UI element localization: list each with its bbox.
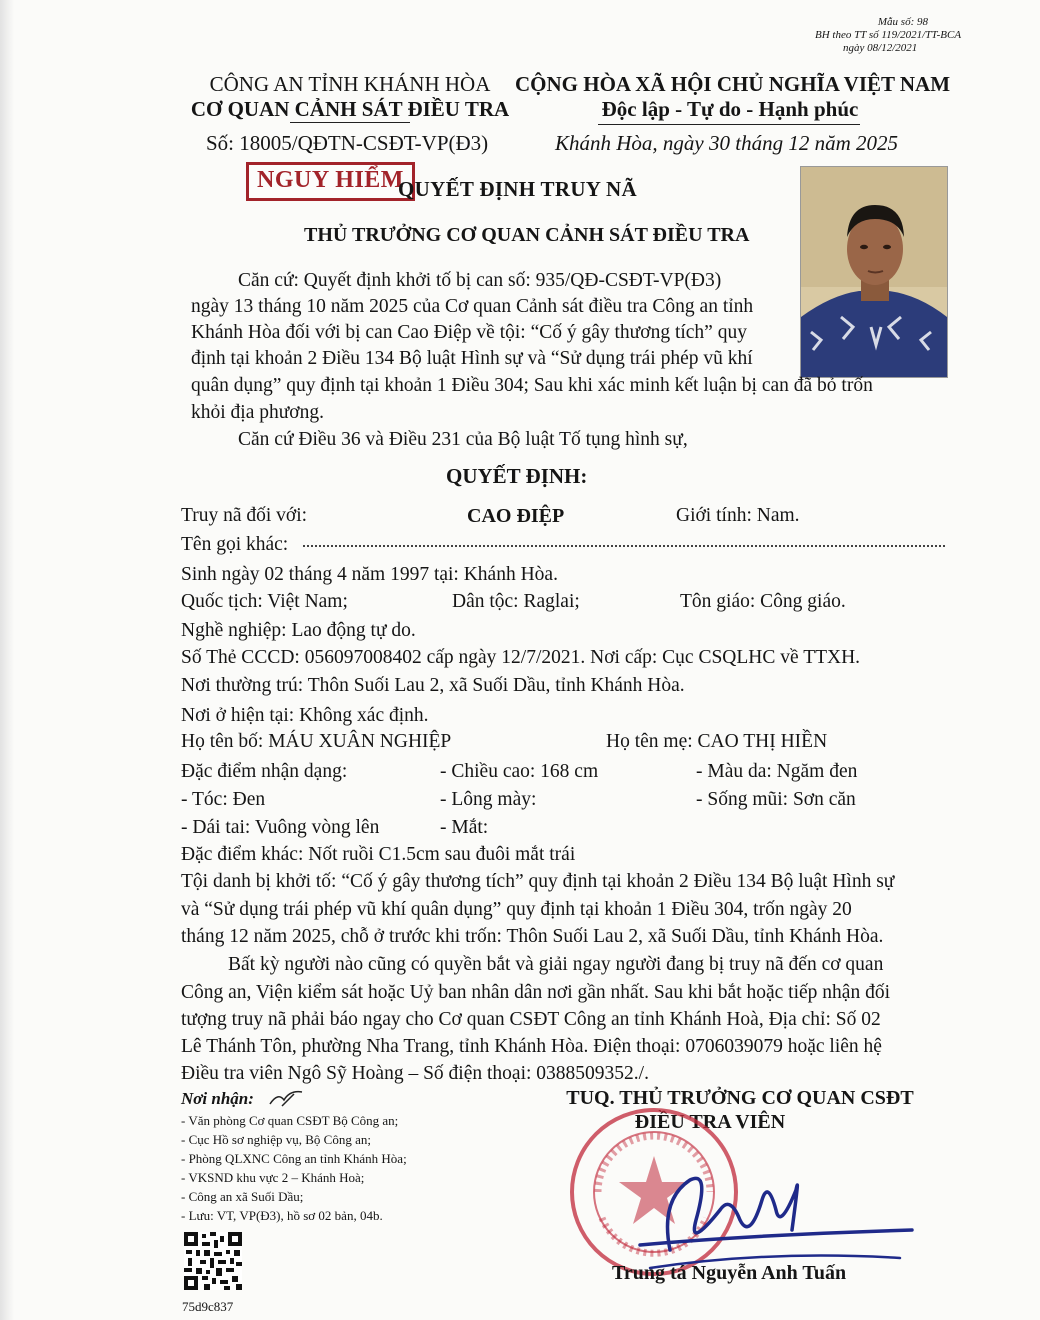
feature-other: Đặc điểm khác: Nốt ruồi C1.5cm sau đuôi mắt trái [181,844,576,865]
basis-line-3: Khánh Hòa đối với bị can Cao Điệp về tội: “Cố ý gây thương tích” quy [191,322,747,343]
father-name: Họ tên bố: MÁU XUÂN NGHIỆP [181,731,452,752]
form-code-line-3: ngày 08/12/2021 [843,42,918,54]
religion: Tôn giáo: Công giáo. [680,591,846,612]
permanent-address: Nơi thường trú: Thôn Suối Lau 2, xã Suối Dầu, tỉnh Khánh Hòa. [181,675,685,696]
signature-role: ĐIỀU TRA VIÊN [634,1111,786,1133]
ethnicity: Dân tộc: Raglai; [452,591,580,612]
signature-on-behalf: TUQ. THỦ TRƯỞNG CƠ QUAN CSĐT [566,1087,914,1109]
birth-info: Sinh ngày 02 tháng 4 năm 1997 tại: Khánh Hòa. [181,564,558,585]
mother-name: Họ tên mẹ: CAO THỊ HIỀN [606,731,828,752]
alias-dotted-line [302,545,945,547]
recipient-item: - Cục Hồ sơ nghiệp vụ, Bộ Công an; [181,1132,371,1147]
recipient-item: - Công an xã Suối Dầu; [181,1189,304,1204]
feature-skin: - Màu da: Ngăm đen [696,761,858,782]
basis-line-7: Căn cứ Điều 36 và Điều 231 của Bộ luật Tố tụng hình sự, [238,429,688,450]
basis-line-5: quân dụng” quy định tại khoản 1 Điều 304; Sau khi xác minh kết luận bị can đã bỏ trốn [191,375,873,396]
charges-line-3: tháng 12 năm 2025, chỗ ở trước khi trốn: Thôn Suối Lau 2, xã Suối Dầu, tỉnh Khánh Hòa. [181,926,884,947]
feature-eyes: - Mắt: [440,817,489,838]
gender: Giới tính: Nam. [676,505,800,526]
id-card: Số Thẻ CCCD: 056097008402 cấp ngày 12/7/2021. Nơi cấp: Cục CSQLHC về TTXH. [181,647,861,668]
document-code: 75d9c837 [182,1299,234,1314]
wanted-label: Truy nã đối với: [181,505,308,526]
national-motto: Độc lập - Tự do - Hạnh phúc [601,97,859,121]
recipient-item: - Phòng QLXNC Công an tỉnh Khánh Hòa; [181,1151,407,1166]
recipient-item: - Văn phòng Cơ quan CSĐT Bộ Công an; [181,1113,399,1128]
agency-name: CÔNG AN TỈNH KHÁNH HÒA [209,72,491,96]
alias-label: Tên gọi khác: [181,534,289,555]
feature-eyebrows: - Lông mày: [440,789,537,810]
recipients-label: Nơi nhận: [181,1089,254,1108]
decision-heading: QUYẾT ĐỊNH: [446,464,588,488]
form-code-line-1: Mẫu số: 98 [877,16,928,28]
handwritten-mark-icon [268,1088,304,1108]
current-address: Nơi ở hiện tại: Không xác định. [181,705,429,726]
qr-code-icon [184,1232,242,1290]
basis-line-4: định tại khoản 2 Điều 134 Bộ luật Hình sự và “Sử dụng trái phép vũ khí [191,348,753,369]
recipients-list [181,1111,407,1225]
charges-line-1: Tội danh bị khởi tố: “Cố ý gây thương tích” quy định tại khoản 2 Điều 134 Bộ luật Hình sự [181,871,895,892]
handwritten-signature-icon [600,1140,920,1280]
header-right-underline [598,124,860,125]
occupation: Nghề nghiệp: Lao động tự do. [181,620,416,641]
recipient-item: - Lưu: VT, VP(Đ3), hồ sơ 02 bản, 04b. [181,1208,383,1223]
document-title: QUYẾT ĐỊNH TRUY NÃ [398,177,637,201]
form-code-line-2: BH theo TT số 119/2021/TT-BCA [815,29,962,41]
notice-line-5: Điều tra viên Ngô Sỹ Hoàng – Số điện thoại: 0388509352./. [181,1063,649,1084]
nationality: Quốc tịch: Việt Nam; [181,591,348,612]
place-date: Khánh Hòa, ngày 30 tháng 12 năm 2025 [555,131,898,155]
notice-line-3: tượng truy nã phải báo ngay cho Cơ quan CSĐT Công an tỉnh Khánh Hoà, Địa chỉ: Số 02 [181,1009,881,1030]
charges-line-2: và “Sử dụng trái phép vũ khí quân dụng” quy định tại khoản 1 Điều 304, trốn ngày 20 [181,899,852,920]
signer-name: Trung tá Nguyễn Anh Tuấn [612,1262,847,1284]
header-left-underline [290,122,410,123]
feature-ears: - Dái tai: Vuông vòng lên [181,817,380,838]
notice-line-2: Công an, Viện kiểm sát hoặc Uỷ ban nhân dân nơi gần nhất. Sau khi bắt hoặc tiếp nhận đối [181,982,890,1003]
danger-stamp: NGUY HIỂM [246,162,415,201]
feature-height: - Chiều cao: 168 cm [440,761,599,782]
basis-line-1: Căn cứ: Quyết định khởi tố bị can số: 935/QĐ-CSĐT-VP(Đ3) [238,270,722,291]
wanted-name: CAO ĐIỆP [467,505,565,527]
issuer-title: THỦ TRƯỞNG CƠ QUAN CẢNH SÁT ĐIỀU TRA [304,224,750,246]
basis-line-2: ngày 13 tháng 10 năm 2025 của Cơ quan Cảnh sát điều tra Công an tỉnh [191,296,754,317]
department-name: CƠ QUAN CẢNH SÁT ĐIỀU TRA [190,97,510,121]
notice-line-4: Lê Thánh Tôn, phường Nha Trang, tỉnh Khánh Hòa. Điện thoại: 0706039079 hoặc liên hệ [181,1036,882,1057]
portrait-image [801,167,947,377]
recipient-item: - VKSND khu vực 2 – Khánh Hoà; [181,1170,365,1185]
features-label: Đặc điểm nhận dạng: [181,761,348,782]
suspect-photo [800,166,948,378]
feature-nose: - Sống mũi: Sơn căn [696,789,856,810]
basis-line-6: khỏi địa phương. [191,402,324,423]
notice-line-1: Bất kỳ người nào cũng có quyền bắt và giải ngay người đang bị truy nã đến cơ quan [228,954,884,975]
republic-title: CỘNG HÒA XÃ HỘI CHỦ NGHĨA VIỆT NAM [515,72,951,96]
page-shadow [0,0,14,1320]
form-code [815,16,962,55]
document-number: Số: 18005/QĐTN-CSĐT-VP(Đ3) [206,131,489,155]
feature-hair: - Tóc: Đen [181,789,266,810]
